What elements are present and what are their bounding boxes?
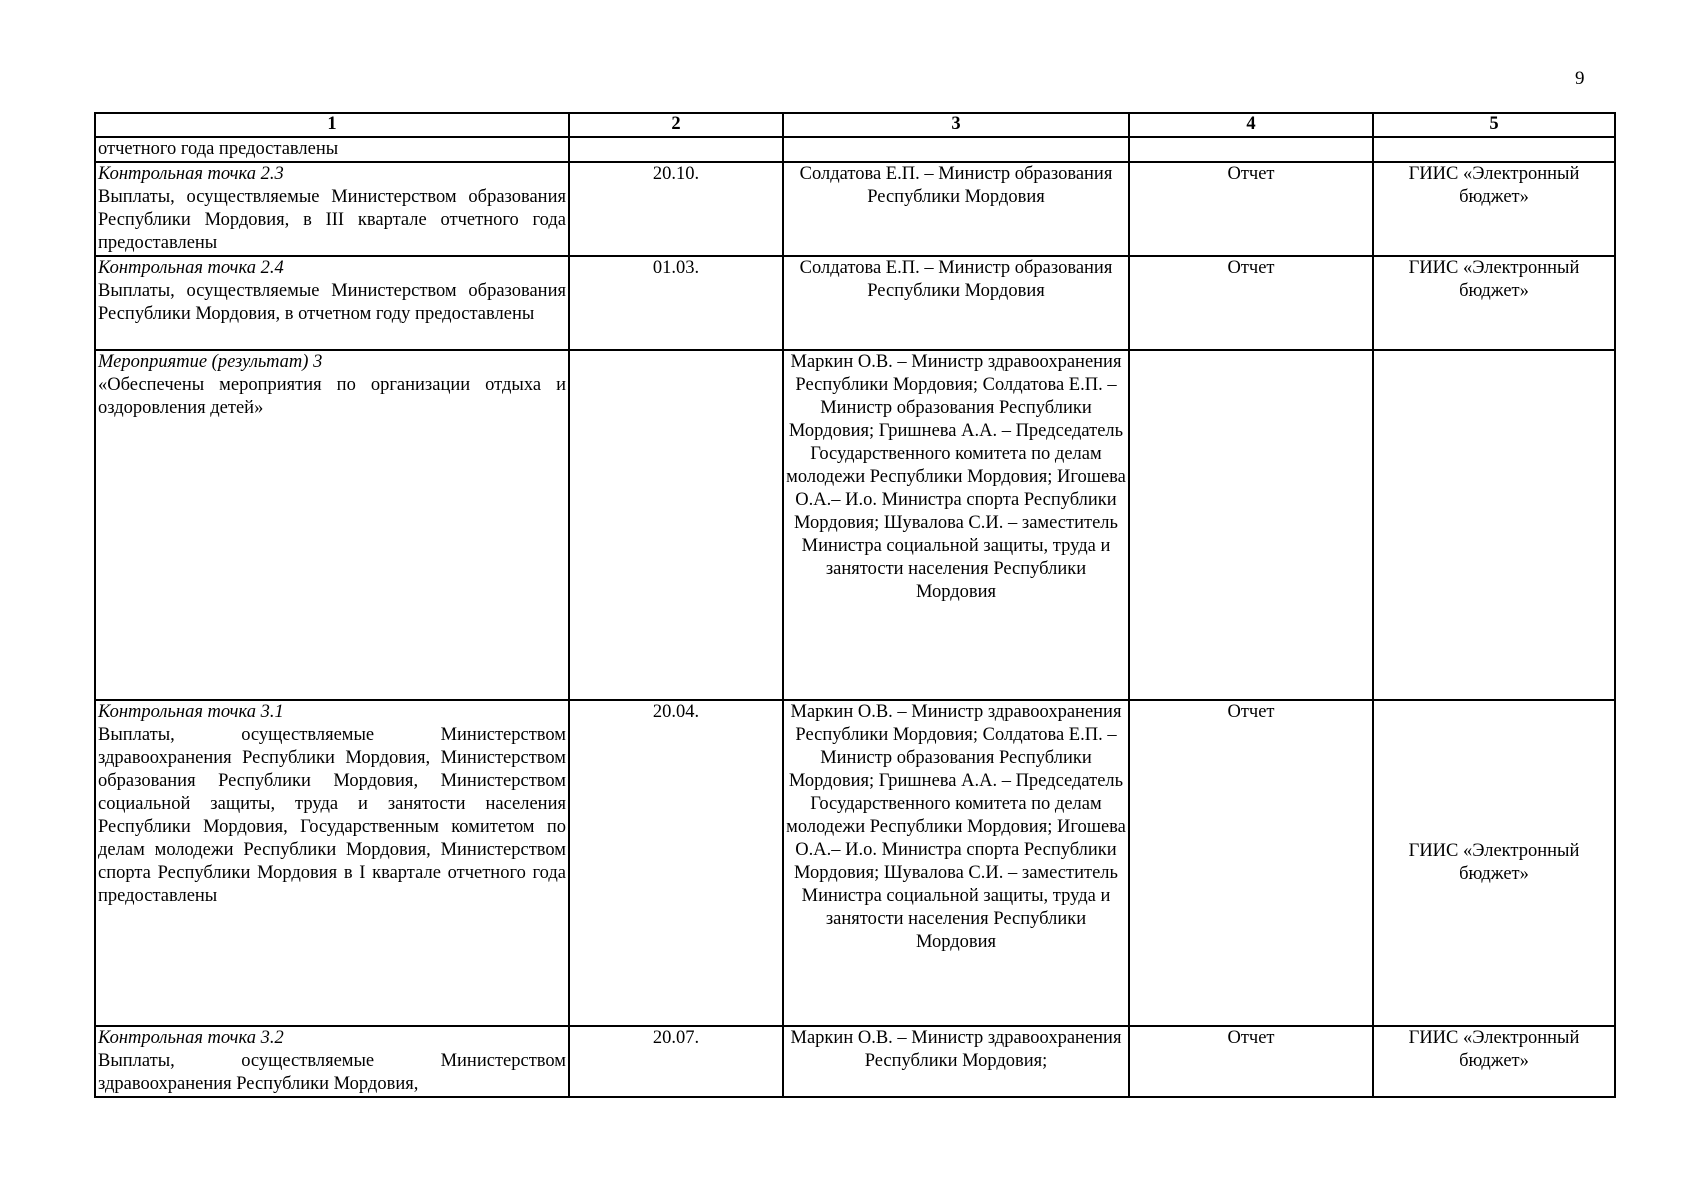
responsible-cell: Солдатова Е.П. – Министр образования Республики Мордовия: [783, 256, 1129, 350]
description-cell: [95, 137, 569, 162]
control-point-title: Контрольная точка 3.1: [98, 702, 284, 722]
system-cell: ГИИС «Электронный бюджет»: [1373, 256, 1615, 350]
document-cell: Отчет: [1129, 256, 1373, 350]
description-text: Выплаты, осуществляемые Министерством здравоохранения Республики Мордовия, Министерством образования Республики Мордовия, Министерством социальной защиты, труда и занятости населения Республики Мордовия, Государственным комитетом по делам молодежи Республики Мордовия, Министерством спорта Республики Мордовия в I квартале отчетного года предоставлены: [98, 725, 566, 906]
column-number-5: 5: [1373, 113, 1615, 137]
control-point-title: Контрольная точка 3.2: [98, 1028, 284, 1048]
table-row: [95, 162, 1615, 256]
document-cell: Отчет: [1129, 700, 1373, 1026]
responsible-cell: Маркин О.В. – Министр здравоохранения Республики Мордовия; Солдатова Е.П. – Министр образования Республики Мордовия; Гришнева А.А. – Председатель Государственного комитета по делам молодежи Республики Мордовия; Игошева О.А.– И.о. Министра спорта Республики Мордовия; Шувалова С.И. – заместитель Министра социальной защиты, труда и занятости населения Республики Мордовия: [783, 700, 1129, 1026]
responsible-cell: [783, 137, 1129, 162]
description-cell: [95, 1026, 569, 1097]
description-text: Выплаты, осуществляемые Министерством образования Республики Мордовия, в III квартале отчетного года предоставлены: [98, 187, 566, 253]
description-cell: [95, 350, 569, 700]
description-cell: [95, 162, 569, 256]
description-cell: [95, 256, 569, 350]
description-text: отчетного года предоставлены: [98, 139, 339, 159]
table-row: [95, 256, 1615, 350]
table-row: [95, 700, 1615, 1026]
date-cell: 01.03.: [569, 256, 783, 350]
table-row: [95, 350, 1615, 700]
description-cell: [95, 700, 569, 1026]
column-number-1: 1: [95, 113, 569, 137]
description-text: «Обеспечены мероприятия по организации отдыха и оздоровления детей»: [98, 375, 566, 418]
system-cell: ГИИС «Электронный бюджет»: [1373, 162, 1615, 256]
document-cell: Отчет: [1129, 162, 1373, 256]
control-points-table: [94, 112, 1616, 1098]
column-number-4: 4: [1129, 113, 1373, 137]
system-cell: [1373, 350, 1615, 700]
system-cell: ГИИС «Электронный бюджет»: [1373, 700, 1615, 1026]
system-cell: ГИИС «Электронный бюджет»: [1373, 1026, 1615, 1097]
document-cell: Отчет: [1129, 1026, 1373, 1097]
responsible-cell: Маркин О.В. – Министр здравоохранения Республики Мордовия; Солдатова Е.П. – Министр образования Республики Мордовия; Гришнева А.А. – Председатель Государственного комитета по делам молодежи Республики Мордовия; Игошева О.А.– И.о. Министра спорта Республики Мордовия; Шувалова С.И. – заместитель Министра социальной защиты, труда и занятости населения Республики Мордовия: [783, 350, 1129, 700]
control-point-title: Контрольная точка 2.3: [98, 164, 284, 184]
responsible-cell: Солдатова Е.П. – Министр образования Республики Мордовия: [783, 162, 1129, 256]
page-number: 9: [1575, 68, 1585, 89]
date-cell: 20.04.: [569, 700, 783, 1026]
column-number-3: 3: [783, 113, 1129, 137]
measure-title: Мероприятие (результат) 3: [98, 352, 323, 372]
table-row: [95, 137, 1615, 162]
description-text: Выплаты, осуществляемые Министерством образования Республики Мордовия, в отчетном году предоставлены: [98, 281, 566, 324]
date-cell: 20.07.: [569, 1026, 783, 1097]
document-cell: [1129, 350, 1373, 700]
date-cell: [569, 350, 783, 700]
control-point-title: Контрольная точка 2.4: [98, 258, 284, 278]
table-row: [95, 1026, 1615, 1097]
responsible-cell: Маркин О.В. – Министр здравоохранения Республики Мордовия;: [783, 1026, 1129, 1097]
column-number-2: 2: [569, 113, 783, 137]
system-cell: [1373, 137, 1615, 162]
date-cell: [569, 137, 783, 162]
document-cell: [1129, 137, 1373, 162]
description-text: Выплаты, осуществляемые Министерством здравоохранения Республики Мордовия,: [98, 1051, 566, 1094]
table-header-row: [95, 113, 1615, 137]
date-cell: 20.10.: [569, 162, 783, 256]
